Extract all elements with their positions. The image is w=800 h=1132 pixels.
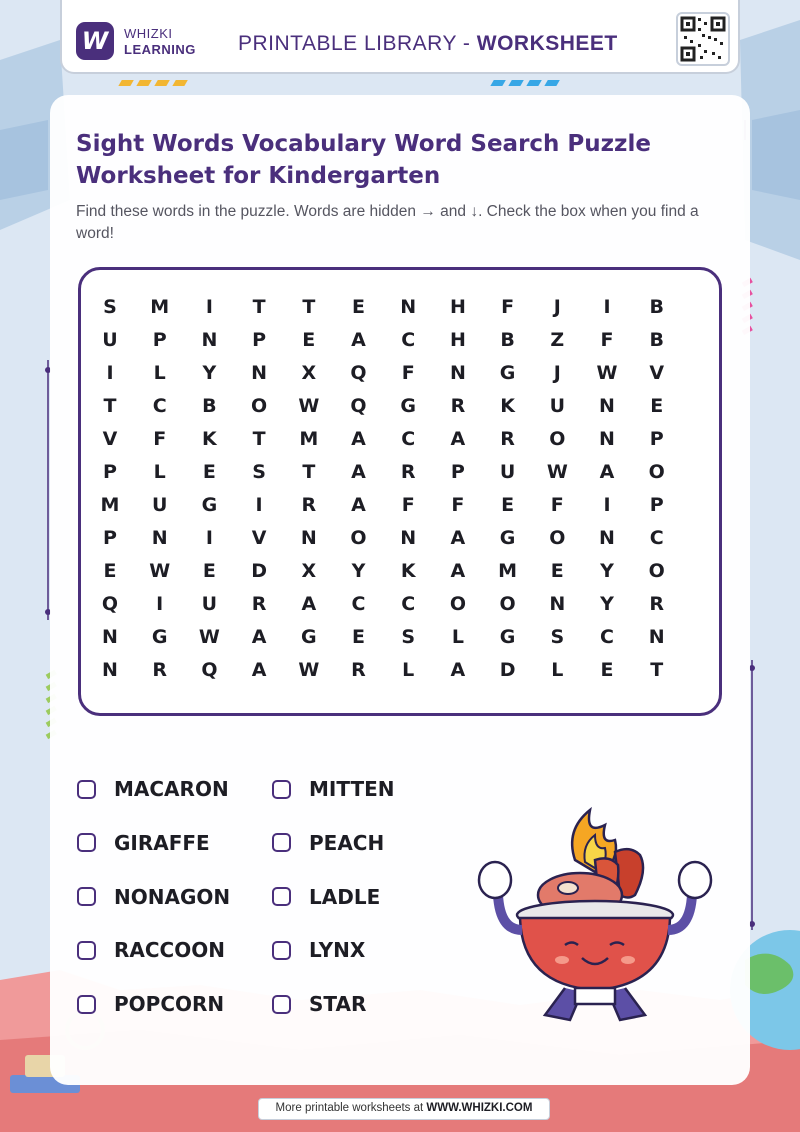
word-list-item: [272, 937, 365, 963]
grid-letter[interactable]: C: [401, 428, 416, 450]
grid-letter[interactable]: G: [201, 494, 218, 516]
grid-letter[interactable]: I: [205, 296, 213, 318]
whizki-logo[interactable]: W: [76, 22, 114, 60]
word-label: LADLE: [309, 884, 381, 909]
grid-letter[interactable]: O: [549, 527, 566, 549]
grid-letter[interactable]: K: [202, 428, 217, 450]
word-list-item: [272, 884, 380, 910]
grid-letter[interactable]: O: [251, 395, 268, 417]
grid-letter[interactable]: E: [352, 296, 365, 318]
grid-letter[interactable]: A: [450, 527, 466, 549]
grid-letter[interactable]: N: [449, 362, 466, 384]
grid-letter[interactable]: C: [401, 329, 416, 351]
grid-letter[interactable]: F: [600, 329, 614, 351]
grid-letter[interactable]: J: [553, 362, 561, 384]
grid-letter[interactable]: V: [102, 428, 118, 450]
grid-letter[interactable]: S: [252, 461, 266, 483]
grid-letter[interactable]: A: [450, 428, 466, 450]
grid-letter[interactable]: H: [449, 296, 466, 318]
grid-letter[interactable]: N: [648, 626, 665, 648]
grid-letter[interactable]: A: [599, 461, 615, 483]
grid-letter[interactable]: C: [649, 527, 664, 549]
grid-letter[interactable]: Z: [550, 329, 565, 351]
grid-letter[interactable]: T: [302, 296, 316, 318]
word-list-item: [272, 776, 395, 802]
grid-letter[interactable]: A: [351, 461, 366, 483]
footer-link[interactable]: [258, 1098, 550, 1120]
grid-letter[interactable]: P: [152, 329, 167, 351]
grid-letter[interactable]: V: [251, 527, 267, 549]
grid-letter[interactable]: Y: [351, 560, 366, 582]
word-checkbox[interactable]: [77, 995, 96, 1014]
grid-letter[interactable]: R: [152, 659, 167, 681]
word-checkbox[interactable]: [272, 833, 291, 852]
word-label: POPCORN: [114, 992, 225, 1017]
grid-letter[interactable]: N: [599, 527, 615, 549]
word-label: NONAGON: [114, 884, 231, 909]
grid-letter[interactable]: D: [251, 560, 267, 582]
grid-letter[interactable]: L: [153, 362, 166, 384]
grid-letter[interactable]: R: [500, 428, 515, 450]
grid-letter[interactable]: B: [649, 329, 664, 351]
grid-letter[interactable]: N: [201, 329, 218, 351]
word-label: MACARON: [114, 777, 229, 801]
grid-letter[interactable]: A: [351, 428, 366, 450]
grid-letter[interactable]: G: [499, 362, 516, 384]
grid-letter[interactable]: O: [549, 428, 566, 450]
grid-letter[interactable]: Q: [350, 395, 367, 417]
grid-letter[interactable]: K: [400, 560, 416, 582]
word-checkbox[interactable]: [272, 995, 291, 1014]
word-label: MITTEN: [309, 777, 395, 801]
grid-letter[interactable]: L: [551, 659, 564, 681]
grid-letter[interactable]: Q: [350, 362, 367, 384]
grid-letter[interactable]: T: [252, 428, 266, 450]
grid-letter[interactable]: N: [549, 593, 566, 615]
grid-letter[interactable]: P: [103, 461, 117, 483]
grid-letter[interactable]: E: [600, 659, 614, 681]
grid-letter[interactable]: N: [400, 296, 417, 318]
word-checkbox[interactable]: [77, 941, 96, 960]
grid-letter[interactable]: Q: [201, 659, 218, 681]
grid-letter[interactable]: S: [103, 296, 117, 318]
grid-letter[interactable]: S: [401, 626, 416, 648]
grid-letter[interactable]: Q: [101, 593, 119, 615]
grid-letter[interactable]: N: [251, 362, 268, 384]
grid-letter[interactable]: A: [450, 659, 466, 681]
word-label: RACCOON: [114, 938, 225, 963]
grid-letter[interactable]: P: [450, 461, 465, 483]
grid-letter[interactable]: X: [301, 560, 317, 582]
grid-letter[interactable]: E: [103, 560, 117, 582]
grid-letter[interactable]: R: [450, 395, 466, 417]
grid-letter[interactable]: T: [650, 659, 664, 681]
grid-letter[interactable]: G: [400, 395, 416, 417]
grid-letter[interactable]: M: [498, 560, 518, 582]
grid-letter[interactable]: C: [401, 593, 416, 615]
grid-letter[interactable]: O: [648, 560, 665, 582]
grid-letter[interactable]: K: [500, 395, 515, 417]
grid-letter[interactable]: T: [302, 461, 316, 483]
grid-letter[interactable]: N: [400, 527, 417, 549]
grid-letter[interactable]: G: [499, 626, 516, 648]
word-list-item: [77, 830, 210, 856]
grid-letter[interactable]: G: [151, 626, 168, 648]
grid-letter[interactable]: Y: [600, 560, 614, 582]
grid-letter[interactable]: F: [401, 362, 415, 384]
library-type: WORKSHEET: [476, 32, 618, 55]
grid-letter[interactable]: W: [298, 659, 320, 681]
grid-letter[interactable]: N: [599, 428, 615, 450]
grid-letter[interactable]: E: [650, 395, 664, 417]
grid-letter[interactable]: S: [550, 626, 565, 648]
grid-letter[interactable]: J: [553, 296, 561, 318]
grid-letter[interactable]: F: [451, 494, 465, 516]
grid-letter[interactable]: T: [252, 296, 266, 318]
grid-letter[interactable]: I: [106, 362, 114, 384]
word-search-grid: [78, 267, 722, 716]
word-list-item: [77, 991, 224, 1017]
grid-letter[interactable]: E: [550, 560, 564, 582]
grid-letter[interactable]: M: [100, 494, 120, 516]
grid-letter[interactable]: R: [301, 494, 317, 516]
grid-letter[interactable]: X: [301, 362, 317, 384]
grid-letter[interactable]: I: [156, 593, 164, 615]
grid-letter[interactable]: B: [202, 395, 217, 417]
grid-letter[interactable]: N: [102, 626, 118, 648]
grid-letter[interactable]: E: [202, 461, 216, 483]
grid-letter[interactable]: H: [449, 329, 466, 351]
worksheet-instructions: Find these words in the puzzle. Words are hidden → and ↓. Check the box when you find a word!: [76, 203, 699, 242]
grid-letter[interactable]: F: [550, 494, 564, 516]
grid-letter[interactable]: O: [648, 461, 665, 483]
grid-letter[interactable]: R: [251, 593, 267, 615]
header-bar: [60, 0, 740, 74]
grid-letter[interactable]: O: [350, 527, 367, 549]
grid-letter[interactable]: I: [603, 296, 611, 318]
grid-letter[interactable]: U: [549, 395, 566, 417]
grid-letter[interactable]: U: [201, 593, 218, 615]
grid-letter[interactable]: A: [251, 659, 267, 681]
word-list-item: [77, 776, 229, 802]
grid-letter[interactable]: I: [255, 494, 263, 516]
word-list-item: [77, 937, 225, 963]
word-list-item: [77, 884, 230, 910]
grid-letter[interactable]: R: [649, 593, 664, 615]
grid-letter[interactable]: P: [103, 527, 117, 549]
grid-letter[interactable]: I: [603, 494, 611, 516]
grid-letter[interactable]: A: [351, 329, 366, 351]
grid-letter[interactable]: W: [198, 626, 220, 648]
grid-letter[interactable]: F: [401, 494, 415, 516]
grid-letter[interactable]: D: [499, 659, 516, 681]
grid-letter[interactable]: G: [300, 626, 317, 648]
grid-letter[interactable]: L: [153, 461, 166, 483]
grid-letter[interactable]: A: [450, 560, 466, 582]
grid-letter[interactable]: A: [251, 626, 267, 648]
grid-letter[interactable]: W: [149, 560, 171, 582]
grid-letter[interactable]: E: [352, 626, 365, 648]
library-title: [238, 32, 618, 56]
grid-letter[interactable]: N: [102, 659, 118, 681]
grid-letter[interactable]: W: [596, 362, 618, 384]
word-checkbox[interactable]: [272, 887, 291, 906]
grid-letter[interactable]: B: [500, 329, 515, 351]
grid-letter[interactable]: I: [205, 527, 213, 549]
grid-letter[interactable]: U: [151, 494, 168, 516]
grid-letter[interactable]: W: [298, 395, 320, 417]
grid-letter[interactable]: M: [150, 296, 170, 318]
grill-mascot-illustration: [470, 800, 720, 1030]
word-list-item: [272, 830, 384, 856]
footer-text: More printable worksheets at: [275, 1102, 427, 1114]
word-label: LYNX: [309, 938, 366, 963]
grid-letter[interactable]: W: [546, 461, 568, 483]
word-label: GIRAFFE: [114, 830, 210, 855]
grid-letter[interactable]: P: [649, 494, 664, 516]
brand-name-line1: WHIZKI: [124, 26, 173, 41]
grid-letter[interactable]: E: [202, 560, 216, 582]
word-checkbox[interactable]: [77, 833, 96, 852]
grid-letter[interactable]: C: [351, 593, 366, 615]
grid-letter[interactable]: B: [649, 296, 664, 318]
qr-code[interactable]: [676, 12, 730, 66]
grid-letter[interactable]: T: [103, 395, 117, 417]
grid-letter[interactable]: N: [300, 527, 317, 549]
grid-letter[interactable]: Y: [202, 362, 217, 384]
word-checkbox[interactable]: [272, 780, 291, 799]
grid-letter[interactable]: C: [152, 395, 167, 417]
grid-letter[interactable]: N: [599, 395, 615, 417]
grid-letter[interactable]: L: [451, 626, 464, 648]
brand-name-line2: LEARNING: [124, 42, 196, 57]
qr-code-pattern: [678, 14, 728, 64]
grid-letter[interactable]: F: [501, 296, 515, 318]
grid-letter[interactable]: O: [449, 593, 466, 615]
grid-letter[interactable]: G: [499, 527, 516, 549]
grid-letter[interactable]: C: [600, 626, 614, 648]
word-checkbox[interactable]: [77, 887, 96, 906]
grid-letter[interactable]: U: [102, 329, 118, 351]
worksheet-title: Sight Words Vocabulary Word Search Puzzle Worksheet for Kindergarten: [76, 131, 651, 189]
grid-letter[interactable]: O: [499, 593, 516, 615]
grid-letter[interactable]: P: [252, 329, 267, 351]
grid-letter[interactable]: E: [501, 494, 515, 516]
footer-url[interactable]: WWW.WHIZKI.COM: [426, 1102, 533, 1114]
grid-letter[interactable]: V: [649, 362, 665, 384]
grid-letter[interactable]: A: [301, 593, 317, 615]
grid-letter[interactable]: R: [351, 659, 366, 681]
library-label: PRINTABLE LIBRARY -: [238, 32, 477, 55]
word-label: STAR: [309, 992, 367, 1017]
grid-letter[interactable]: R: [400, 461, 416, 483]
grid-letter[interactable]: L: [402, 659, 415, 681]
word-list-item: [272, 991, 366, 1017]
grid-letter[interactable]: E: [302, 329, 316, 351]
grid-letter[interactable]: N: [151, 527, 168, 549]
grid-letter[interactable]: F: [153, 428, 167, 450]
grid-letter[interactable]: P: [649, 428, 664, 450]
word-label: PEACH: [309, 830, 385, 855]
grid-letter[interactable]: A: [351, 494, 366, 516]
grid-letter[interactable]: Y: [600, 593, 614, 615]
grid-letter[interactable]: U: [499, 461, 516, 483]
word-checkbox[interactable]: [272, 941, 291, 960]
word-checkbox[interactable]: [77, 780, 96, 799]
grid-letter[interactable]: M: [299, 428, 319, 450]
